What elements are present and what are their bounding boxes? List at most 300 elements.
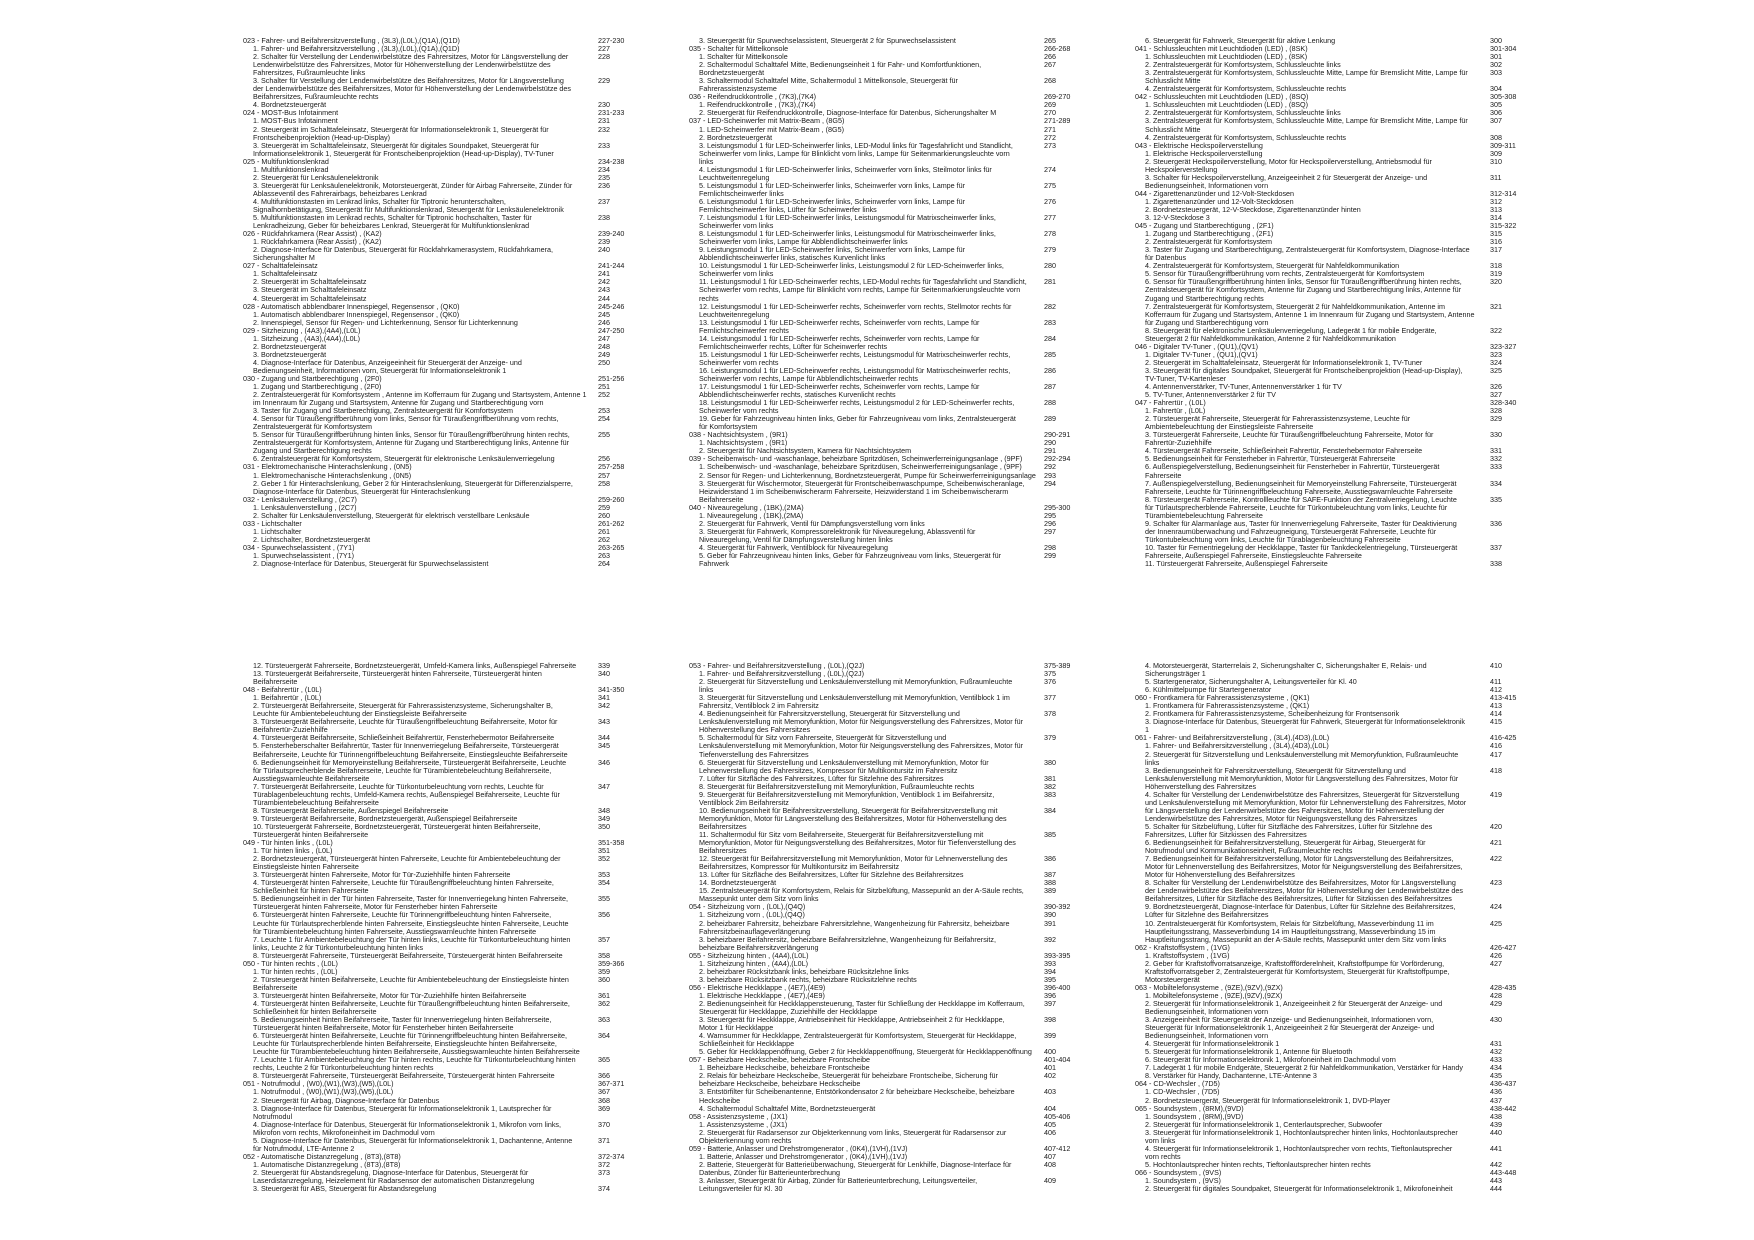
toc-entry-text: 3. Steuergerät für Informationselektronik 1, Hochtonlautsprecher hinten links, Hochtonlautsprecher bbox=[1145, 1128, 1458, 1137]
toc-page-number: 426 bbox=[1490, 950, 1502, 960]
toc-entry-text: Schlusslicht Mitte bbox=[1145, 77, 1201, 86]
toc-entry-text: Einstiegsleiste hinten Fahrerseite bbox=[253, 863, 359, 872]
toc-page-number: 379 bbox=[1044, 733, 1056, 743]
toc-entry-text: Fahrersitzes, Fußraumleuchte links bbox=[253, 69, 366, 78]
toc-subentry bbox=[1135, 150, 1675, 158]
toc-entry-text: Niveauregelung, Ventil für Dämpfungsverstellung hinten links bbox=[699, 535, 893, 544]
toc-entry-text: Notrufmodul bbox=[253, 1112, 293, 1121]
toc-entry-text: 4. Steuergerät im Schalttafeleinsatz bbox=[253, 294, 367, 303]
toc-page-number: 391 bbox=[1044, 918, 1056, 928]
toc-entry-text: 5. Hochtonlautsprecher hinten rechts, Tieftonlautsprecher hinten rechts bbox=[1145, 1160, 1371, 1169]
toc-entry-text: 4. Zentralsteuergerät für Komfortsystem, Steuergerät für Nahfeldkommunikation bbox=[1145, 262, 1400, 271]
toc-entry-text: 058 - Assistenzsysteme , (JX1) bbox=[689, 1112, 788, 1121]
toc-subentry bbox=[1135, 1040, 1675, 1048]
toc-subentry bbox=[1135, 887, 1675, 895]
toc-entry-text: 054 - Sitzheizung vorn , (L0L),(Q4Q) bbox=[689, 903, 806, 912]
toc-page-number: 231 bbox=[598, 116, 610, 126]
toc-page-number: 246 bbox=[598, 317, 610, 327]
toc-entry-text: Lüfter für Sitzlehne des Beifahrersitzes bbox=[1145, 911, 1269, 920]
toc-subentry bbox=[1135, 61, 1675, 69]
toc-page-number: 308 bbox=[1490, 132, 1502, 142]
toc-entry-text: 8. Türsteuergerät Fahrerseite, Türsteuergerät Beifahrerseite, Türsteuergerät hinten Beifahrerseite bbox=[253, 951, 563, 960]
toc-subentry bbox=[1135, 968, 1675, 976]
toc-page-number: 290-291 bbox=[1044, 430, 1071, 440]
toc-page-number: 344 bbox=[598, 733, 610, 743]
toc-entry-text: Lehnenverstellung des Fahrersitzes, Kompressor für Multikontursitz im Fahrersitz bbox=[699, 766, 958, 775]
toc-entry-text: 051 - Notrufmodul , (W0),(W1),(W3),(W5),(L0L) bbox=[243, 1080, 394, 1089]
toc-subentry bbox=[1135, 783, 1675, 791]
toc-entry-text: 2. Bordnetzsteuergerät, Türsteuergerät hinten Fahrerseite, Leuchte für Ambientebeleuchtung der bbox=[253, 855, 561, 864]
toc-page-number: 432 bbox=[1490, 1047, 1502, 1057]
toc-page-number: 390-392 bbox=[1044, 902, 1071, 912]
toc-entry-text: 1. Notrufmodul , (W0),(W1),(W3),(W5),(L0L) bbox=[253, 1088, 394, 1097]
toc-entry-text: 7. Außenspiegelverstellung, Bedienungseinheit für Memoryeinstellung Fahrerseite, Türsteuergerät bbox=[1145, 479, 1457, 488]
toc-page-number: 306 bbox=[1490, 108, 1502, 118]
toc-page-number: 311 bbox=[1490, 172, 1502, 182]
toc-subentry bbox=[1135, 815, 1675, 823]
toc-page-number: 442 bbox=[1490, 1159, 1502, 1169]
toc-entry-text: 14. Leistungsmodul 1 für LED-Scheinwerfer rechts, Scheinwerfer vorn rechts, Lampe für bbox=[699, 334, 980, 343]
toc-page-number: 328 bbox=[1490, 406, 1502, 416]
toc-entry-text: 2. beheizbarer Fahrersitz, beheizbare Fahrersitzlehne, Wangenheizung für Fahrersitz, beheizbare bbox=[699, 919, 1010, 928]
toc-page-number: 294 bbox=[1044, 478, 1056, 488]
toc-page-number: 400 bbox=[1044, 1047, 1056, 1057]
toc-subentry bbox=[1135, 198, 1675, 206]
toc-entry-text: 8. Türsteuergerät Fahrerseite, Kontrollleuchte für SAFE-Funktion der Zentralverriegelung, Leuchte bbox=[1145, 495, 1457, 504]
toc-entry-text: 030 - Zugang und Startberechtigung , (2F0) bbox=[243, 374, 382, 383]
toc-entry-text: 2. Steuergerät für digitales Soundpaket, Steuergerät für Informationselektronik 1, Mikrofoneinheit bbox=[1145, 1185, 1453, 1194]
toc-entry-text: 8. Türsteuergerät Beifahrerseite, Außenspiegel Beifahrerseite bbox=[253, 806, 449, 815]
toc-entry-text: Scheinwerfer vorn rechts bbox=[699, 407, 779, 416]
toc-subentry bbox=[1135, 1097, 1675, 1105]
toc-entry-text: für Längsverstellung der Lendenwirbelstütze des Fahrersitzes, Motor für Höhenverstellung der bbox=[1145, 806, 1445, 815]
toc-entry-text: 3. Steuergerät für digitales Soundpaket, Steuergerät für Frontscheibenprojektion (Head-up-Display), bbox=[1145, 366, 1463, 375]
toc-subentry bbox=[1135, 504, 1675, 512]
toc-entry-text: 13. Leistungsmodul 1 für LED-Scheinwerfer rechts, Scheinwerfer vorn rechts, Lampe für bbox=[699, 318, 980, 327]
toc-entry-text: 6. Türsteuergerät hinten Beifahrerseite, Leuchte für Türinnengriffbeleuchtung hinten Beifahrerseite, bbox=[253, 1032, 568, 1041]
toc-entry-text: 1. Batterie, Anlasser und Drehstromgenerator , (0K4),(1VH),(1VJ) bbox=[699, 1152, 908, 1161]
toc-page-number: 235 bbox=[598, 172, 610, 182]
toc-entry-text: 037 - LED-Scheinwerfer mit Matrix-Beam , (8G5) bbox=[689, 117, 845, 126]
toc-entry-text: 5. Diagnose-Interface für Datenbus, Steuergerät für Informationselektronik 1, Dachantenne, Antenne bbox=[253, 1136, 573, 1145]
toc-subentry bbox=[1135, 439, 1675, 447]
toc-page-number: 411 bbox=[1490, 677, 1502, 687]
toc-page-number: 376 bbox=[1044, 677, 1056, 687]
toc-entry-text: 14. Bordnetzsteuergerät bbox=[699, 879, 777, 888]
toc-entry-text: Notrufmodul und Kommunikationseinheit, Fußraumleuchte rechts bbox=[1145, 847, 1353, 856]
toc-page-number: 299 bbox=[1044, 551, 1056, 560]
toc-entry-text: der Lendenwirbelstütze des Beifahrersitzes, Motor für Höhenverstellung der Lendenwirbelstütze des bbox=[1145, 887, 1464, 896]
toc-page-number: 385 bbox=[1044, 829, 1056, 839]
toc-entry-text: Zentralsteuergerät für Komfortsystem, Antenne für Zugang und Startberechtigung links, Antenne für bbox=[1145, 286, 1462, 295]
toc-page-number: 394 bbox=[1044, 966, 1056, 976]
toc-page-number: 434 bbox=[1490, 1063, 1502, 1073]
toc-entry-text: 2. Steuergerät für Sitzverstellung und Lenksäulenverstellung mit Memoryfunktion, Fußraumleuchte bbox=[1145, 750, 1459, 759]
toc-entry-text: Beifahrerseite bbox=[699, 495, 744, 504]
toc-subentry bbox=[1135, 536, 1675, 544]
toc-entry-text: 1. CD-Wechsler , (7D5) bbox=[1145, 1088, 1220, 1097]
toc-page-number: 286 bbox=[1044, 365, 1056, 375]
toc-subentry bbox=[1135, 807, 1675, 815]
toc-entry-text: 2. Steuergerät für Lenksäulenelektronik bbox=[253, 173, 379, 182]
toc-entry-text: 4. Sensor für Türaußengriffberührung vorn links, Sensor für Türaußengriffberührung vorn rechts, bbox=[253, 415, 559, 424]
toc-entry-text: 11. Schaltermodul für Sitz vorn Beifahrerseite, Steuergerät für Beifahrersitzverstellung mit bbox=[699, 830, 984, 839]
toc-entry-text: 3. Türsteuergerät Fahrerseite, Leuchte für Türaußengriffbeleuchtung Fahrerseite, Motor für bbox=[1145, 431, 1434, 440]
toc-entry-text: Abblendlichtscheinwerfer links, statisches Kurvenlicht links bbox=[699, 254, 886, 263]
toc-page-number: 390 bbox=[1044, 910, 1056, 920]
toc-page-number: 273 bbox=[1044, 140, 1056, 150]
toc-page-number: 282 bbox=[1044, 301, 1056, 311]
toc-page-number: 373 bbox=[598, 1167, 610, 1177]
toc-entry-text: 2. Zentralsteuergerät für Komfortsystem bbox=[1145, 238, 1273, 247]
toc-page-number: 252 bbox=[598, 390, 610, 400]
toc-page-number: 250 bbox=[598, 357, 610, 367]
toc-entry-text: 9. Schalter für Alarmanlage aus, Taster für Innenverriegelung Fahrerseite, Taster für Deaktivierung bbox=[1145, 519, 1457, 528]
toc-entry-text: 2. Steuergerät für Reifendruckkontrolle, Diagnose-Interface für Datenbus, Sicherungshalter M bbox=[699, 109, 997, 118]
toc-page-number: 416 bbox=[1490, 741, 1502, 751]
toc-subentry bbox=[1135, 431, 1675, 439]
toc-entry-text: 1. Reifendruckkontrolle , (7K3),(7K4) bbox=[699, 101, 816, 110]
toc-subentry bbox=[1135, 742, 1675, 750]
toc-entry-text: 059 - Batterie, Anlasser und Drehstromgenerator , (0K4),(1VH),(1VJ) bbox=[689, 1144, 908, 1153]
toc-entry-text: 6. Steuergerät für Sitzverstellung und Lenksäulenverstellung mit Memoryfunktion, Motor für bbox=[699, 758, 989, 767]
toc-entry-text: 1. Tür hinten links , (L0L) bbox=[253, 847, 333, 856]
toc-entry-text: 3. Schalter für Heckspoilerverstellung, Anzeigeeinheit 2 für Steuergerät der Anzeige- und bbox=[1145, 173, 1428, 182]
toc-entry-text: Lenksäulenverstellung mit Memoryfunktion, Motor für Neigungsverstellung des Fahrersitzes, Motor für bbox=[699, 718, 1023, 727]
toc-subentry bbox=[1135, 455, 1675, 463]
toc-entry-text: 1. Elektrische Heckspoilerverstellung bbox=[1145, 149, 1263, 158]
toc-entry-text: 027 - Schalttafeleinsatz bbox=[243, 262, 318, 271]
toc-entry-text: 3. Steuergerät für Wischermotor, Steuergerät für Frontscheibenwaschpumpe, Scheibenwischeranlage, bbox=[699, 479, 1025, 488]
toc-entry-text: 4. Türsteuergerät hinten Beifahrerseite, Leuchte für Türaußengriffbeleuchtung hinten Beifahrerseite, bbox=[253, 999, 570, 1008]
toc-subentry bbox=[1135, 278, 1675, 286]
toc-entry-text: 9. Türsteuergerät Beifahrerseite, Bordnetzsteuergerät, Außenspiegel Beifahrerseite bbox=[253, 814, 518, 823]
toc-page-number: 313 bbox=[1490, 204, 1502, 214]
toc-entry-text: 7. Leistungsmodul 1 für LED-Scheinwerfer links, Leistungsmodul für Matrixscheinwerfer links, bbox=[699, 214, 996, 223]
toc-subentry bbox=[1135, 1145, 1675, 1153]
toc-page-number: 287 bbox=[1044, 382, 1056, 392]
toc-entry-text: 056 - Elektrische Heckklappe , (4E7),(4E9) bbox=[689, 983, 826, 992]
toc-subentry bbox=[1135, 134, 1675, 142]
toc-page-number: 266-268 bbox=[1044, 44, 1071, 54]
toc-entry-text: 6. Kühlmittelpumpe für Startergenerator bbox=[1145, 686, 1272, 695]
toc-subentry bbox=[1135, 920, 1675, 928]
toc-page-number: 375-389 bbox=[1044, 661, 1071, 670]
toc-entry-text: Fahrersitz, Ventilblock 2 im Fahrersitz bbox=[699, 702, 819, 711]
toc-entry-text: Lendenwirbelstütze des Fahrersitzes, Motor für Höhenverstellung der Lendenwirbelstütze des bbox=[253, 61, 551, 70]
toc-entry-text: 7. Bedienungseinheit für Beifahrersitzverstellung, Motor für Längsverstellung des Beifahrersitzes, bbox=[1145, 855, 1454, 864]
toc-entry-text: 2. Steuergerät im Schalttafeleinsatz, Steuergerät für Informationselektronik 1, Steuergerät für bbox=[253, 125, 549, 134]
toc-subentry bbox=[1135, 1064, 1675, 1072]
toc-page-number: 288 bbox=[1044, 398, 1056, 408]
toc-entry-text: Sicherungsträger 1 bbox=[1145, 670, 1206, 679]
toc-entry-text: Mikrofon vorn rechts, Mikrofoneinheit im Dachmodul vorn bbox=[253, 1128, 435, 1137]
toc-entry-text: Fahrerseite, Außenspiegel Fahrerseite, Einstiegsleuchte Fahrerseite bbox=[1145, 552, 1362, 560]
toc-entry-text: 1. Schalter für Mittelkonsole bbox=[699, 53, 788, 62]
toc-entry-text: 17. Leistungsmodul 1 für LED-Scheinwerfer rechts, Scheinwerfer vorn rechts, Lampe für bbox=[699, 383, 980, 392]
toc-entry-text: 1 bbox=[1145, 726, 1149, 735]
toc-page-number: 320 bbox=[1490, 277, 1502, 287]
toc-entry-text: 3. Entstörfilter für Scheibenantenne, Entstörkondensator 2 für beheizbare Heckscheibe, beheizbare bbox=[699, 1088, 1015, 1097]
toc-entry-text: 066 - Soundsystem , (9VS) bbox=[1135, 1168, 1222, 1177]
toc-section-heading bbox=[1135, 93, 1675, 101]
toc-page-number: 351-358 bbox=[598, 838, 625, 848]
toc-entry-text: für Datenbus bbox=[1145, 254, 1187, 263]
toc-page-number: 247-250 bbox=[598, 325, 625, 335]
toc-entry-text: 2. Lichtschalter, Bordnetzsteuergerät bbox=[253, 535, 371, 544]
toc-page-number: 276 bbox=[1044, 196, 1056, 206]
toc-entry-text: 042 - Schlussleuchten mit Leuchtdioden (LED) , (8SQ) bbox=[1135, 93, 1309, 102]
toc-page-number: 359-366 bbox=[598, 958, 625, 968]
toc-entry-text: 050 - Tür hinten rechts , (L0L) bbox=[243, 959, 338, 968]
toc-subentry bbox=[1135, 1000, 1675, 1008]
toc-entry-text: Beifahrerseite bbox=[253, 983, 298, 992]
toc-entry-text: 2. Steuergerät Heckspoilerverstellung, Motor für Heckspoilerverstellung, Antriebsmodul für bbox=[1145, 157, 1432, 166]
toc-page-number: 387 bbox=[1044, 870, 1056, 880]
toc-subentry bbox=[1135, 53, 1675, 61]
toc-page-number: 414 bbox=[1490, 709, 1502, 719]
toc-entry-text: Fahrerassistenzsysteme bbox=[699, 85, 777, 94]
toc-subentry bbox=[1135, 528, 1675, 536]
toc-entry-text: 1. Mobiltelefonsysteme , (9ZE),(9ZV),(9ZX) bbox=[1145, 991, 1283, 1000]
toc-entry-text: Bordnetzsteuergerät bbox=[699, 69, 765, 78]
toc-entry-text: 1. Fahrertür , (L0L) bbox=[1145, 407, 1206, 416]
toc-entry-text: Leuchtweitenregelung bbox=[699, 310, 770, 319]
toc-entry-text: Zentralsteuergerät für Komfortsystem, Antenne für Zugang und Startberechtigung links, Antenne für bbox=[253, 439, 570, 448]
toc-entry-text: Scheinwerfer vorn rechts, Lampe für Abblendlichtscheinwerfer rechts bbox=[699, 374, 918, 383]
toc-page-number: 367-371 bbox=[598, 1079, 625, 1089]
toc-entry-text: 026 - Rückfahrkamera (Rear Assist) , (KA2) bbox=[243, 230, 382, 239]
toc-page-number: 413 bbox=[1490, 701, 1502, 711]
toc-page-number: 260 bbox=[598, 510, 610, 520]
toc-entry-text: 049 - Tür hinten links , (L0L) bbox=[243, 839, 333, 848]
toc-entry-text: 063 - Mobiltelefonsysteme , (9ZE),(9ZV),(9ZX) bbox=[1135, 983, 1283, 992]
toc-page-number: 326 bbox=[1490, 382, 1502, 392]
toc-page-number: 278 bbox=[1044, 229, 1056, 239]
toc-subentry bbox=[1135, 1016, 1675, 1024]
toc-page-number: 317 bbox=[1490, 245, 1502, 255]
toc-page-number: 271 bbox=[1044, 124, 1056, 134]
toc-subentry bbox=[1135, 423, 1675, 431]
toc-entry-text: 3. Steuergerät für Lenksäulenelektronik, Motorsteuergerät, Zünder für Airbag Fahrerseite, Zünder für bbox=[253, 181, 573, 190]
toc-entry-text: 043 - Elektrische Heckspoilerverstellung bbox=[1135, 141, 1263, 150]
toc-entry-text: 6. Leistungsmodul 1 für LED-Scheinwerfer links, Scheinwerfer vorn links, Lampe für bbox=[699, 197, 966, 206]
toc-entry-text: 2. Steuergerät für Airbag, Diagnose-Interface für Datenbus bbox=[253, 1096, 440, 1105]
toc-page-number: 291 bbox=[1044, 446, 1056, 456]
toc-page-number: 354 bbox=[598, 878, 610, 888]
toc-entry-text: 3. Steuergerät für Fahrwerk, Kompressorelektronik für Niveauregelung, Ablassventil für bbox=[699, 527, 976, 536]
toc-entry-text: 3. Anlasser, Steuergerät für Airbag, Zünder für Batterieunterbrechung, Leitungsverteiler, bbox=[699, 1177, 978, 1185]
toc-page-number: 370 bbox=[598, 1119, 610, 1129]
toc-entry-text: 1. Sitzheizung vorn , (L0L),(Q4Q) bbox=[699, 911, 805, 920]
toc-entry-text: 1. Spurwechselassistent , (7Y1) bbox=[253, 552, 355, 560]
toc-subentry bbox=[1135, 85, 1675, 93]
toc-page-number: 295 bbox=[1044, 510, 1056, 520]
toc-subentry bbox=[1135, 911, 1675, 919]
toc-entry-text: Lenksäulenverstellung mit Memoryfunktion, Motor für Neigungsverstellung des Fahrersitzes, Motor für bbox=[699, 742, 1023, 751]
toc-page-number: 248 bbox=[598, 341, 610, 351]
toc-page-number: 389 bbox=[1044, 886, 1056, 896]
toc-page-number: 360 bbox=[598, 974, 610, 984]
toc-entry-text: links bbox=[699, 686, 714, 695]
toc-page-number: 355 bbox=[598, 894, 610, 904]
toc-entry-text: für Türlautsprecherblende Beifahrerseite, Leuchte für Türambientebeleuchtung Beifahrerseite, bbox=[253, 766, 552, 775]
toc-page-number: 425 bbox=[1490, 918, 1502, 928]
toc-entry-text: 3. Anzeigeeinheit für Steuergerät der Anzeige- und Bedienungseinheit, Informationen vorn, bbox=[1145, 1016, 1434, 1025]
toc-entry-text: 10. Zentralsteuergerät für Komfortsystem, Relais für Sitzbelüftung, Masseverbindung 11 im bbox=[1145, 919, 1434, 928]
toc-entry-text: Leuchte für Ambientebeleuchtung der Einstiegsleiste Beifahrerseite bbox=[253, 710, 467, 719]
toc-page-number: 329 bbox=[1490, 414, 1502, 424]
toc-entry-text: Schließeinheit für hinten Beifahrerseite bbox=[253, 1008, 377, 1017]
toc-subentry bbox=[1135, 928, 1675, 936]
toc-page-number: 374 bbox=[598, 1184, 610, 1194]
toc-page-number: 319 bbox=[1490, 269, 1502, 279]
toc-entry-text: 034 - Spurwechselassistent , (7Y1) bbox=[243, 543, 355, 552]
toc-entry-text: 9. Steuergerät für Beifahrersitzverstellung mit Memoryfunktion, Ventilblock 1 im Beifahrersitz, bbox=[699, 790, 995, 799]
toc-page-number: 268 bbox=[1044, 76, 1056, 86]
toc-subentry bbox=[1135, 992, 1675, 1000]
toc-page-number: 401-404 bbox=[1044, 1055, 1071, 1065]
toc-page-number: 337 bbox=[1490, 542, 1502, 552]
toc-page-number: 289 bbox=[1044, 414, 1056, 424]
toc-entry-text: Fahrersitzes, Lüfter für Sitzkissen des Fahrersitzes bbox=[1145, 830, 1307, 839]
toc-entry-text: im Innenraum für Zugang und Startsystem, Antenne für Zugang und Startberechtigung vorn bbox=[253, 399, 544, 408]
toc-subentry bbox=[1135, 976, 1675, 984]
toc-page-number: 359 bbox=[598, 966, 610, 976]
toc-subentry bbox=[1135, 1185, 1675, 1193]
toc-page-number: 346 bbox=[598, 757, 610, 767]
toc-entry-text: 2. Bordnetzsteuergerät, 12-V-Steckdose, Zigarettenanzünder hinten bbox=[1145, 205, 1361, 214]
toc-entry-text: Höhenverstellung des Fahrersitzes bbox=[699, 726, 811, 735]
toc-page-number: 312 bbox=[1490, 196, 1502, 206]
toc-entry-text: 11. Türsteuergerät Fahrerseite, Außenspiegel Fahrerseite bbox=[1145, 560, 1328, 569]
toc-page-number: 392 bbox=[1044, 934, 1056, 944]
toc-subentry bbox=[1135, 286, 1675, 294]
toc-subentry bbox=[1135, 759, 1675, 767]
toc-subentry bbox=[1135, 246, 1675, 254]
toc-entry-text: 4. Schaltermodul Schalttafel Mitte, Bordnetzsteuergerät bbox=[699, 1104, 876, 1113]
toc-page-number: 254 bbox=[598, 414, 610, 424]
toc-entry-text: Massepunkt unter dem Sitz vorn links bbox=[699, 895, 819, 904]
toc-entry-text: 041 - Schlussleuchten mit Leuchtdioden (LED) , (8SK) bbox=[1135, 45, 1308, 54]
toc-section-heading bbox=[1135, 142, 1675, 150]
toc-page-number: 384 bbox=[1044, 805, 1056, 815]
toc-entry-text: 6. Bedienungseinheit für Beifahrersitzverstellung, Steuergerät für Airbag, Steuergerät für bbox=[1145, 839, 1426, 848]
toc-page-number: 367 bbox=[598, 1087, 610, 1097]
toc-page-number: 292-294 bbox=[1044, 454, 1071, 464]
toc-entry-text: 4. Diagnose-Interface für Datenbus, Steuergerät für Informationselektronik 1, Mikrofon vorn links, bbox=[253, 1120, 562, 1129]
toc-entry-text: 18. Leistungsmodul 1 für LED-Scheinwerfer rechts, Leistungsmodul 2 für LED-Scheinwerfer rechts, bbox=[699, 399, 1015, 408]
toc-entry-text: Hauptleitungsstrang, Massepunkt an der A-Säule rechts, Massepunkt unter dem Sitz vorn links bbox=[1145, 935, 1447, 944]
toc-subentry bbox=[1135, 686, 1675, 694]
toc-subentry bbox=[1135, 751, 1675, 759]
toc-entry-text: 2. Steuergerät für Fahrwerk, Ventil für Dämpfungsverstellung vorn links bbox=[699, 519, 925, 528]
toc-entry-text: 4. Türsteuergerät hinten Fahrerseite, Leuchte für Türaußengriffbeleuchtung hinten Fahrerseite, bbox=[253, 879, 554, 888]
toc-page-number: 341-350 bbox=[598, 685, 625, 695]
toc-entry-text: 6. Bedienungseinheit für Memoryeinstellung Beifahrerseite, Türsteuergerät Beifahrerseite, Leuchte bbox=[253, 758, 567, 767]
toc-subentry bbox=[1135, 960, 1675, 968]
toc-subentry bbox=[1135, 206, 1675, 214]
toc-entry-text: 1. Fahrer- und Beifahrersitzverstellung , (L0L),(Q2J) bbox=[699, 670, 864, 679]
toc-entry-text: Kofferraum für Zugang und Startsystem, Antenne 1 im Innenraum für Zugang und Startsystem, Antenne bbox=[1145, 310, 1475, 319]
toc-page-number: 431 bbox=[1490, 1039, 1502, 1049]
toc-subentry bbox=[1135, 879, 1675, 887]
toc-entry-text: 3. Steuergerät für ABS, Steuergerät für Abstandsregelung bbox=[253, 1185, 437, 1194]
toc-entry-text: Datenbus, Zünder für Batterieunterbrechung bbox=[699, 1168, 841, 1177]
toc-entry-text: 1. Soundsystem , (8RM),(9VD) bbox=[1145, 1112, 1244, 1121]
toc-subentry bbox=[1135, 262, 1675, 270]
toc-entry-text: 1. Beifahrertür , (L0L) bbox=[253, 694, 322, 703]
toc-page-number: 257-258 bbox=[598, 462, 625, 472]
toc-entry-text: 047 - Fahrertür , (L0L) bbox=[1135, 399, 1206, 408]
toc-entry-text: Leuchte für Türlautsprecherblende hinten Fahrerseite, Einstiegsleuchte hinten Fahrerseite, Leuchte bbox=[253, 919, 569, 928]
toc-page-number: 395 bbox=[1044, 974, 1056, 984]
toc-subentry bbox=[1135, 670, 1675, 678]
toc-page-number: 325 bbox=[1490, 365, 1502, 375]
toc-page-number: 421 bbox=[1490, 838, 1502, 848]
toc-entry-text: 6. Außenspiegelverstellung, Bedienungseinheit für Fensterheber in Fahrertür, Türsteuergerät bbox=[1145, 463, 1440, 472]
toc-entry-text: 040 - Niveauregelung , (1BK),(2MA) bbox=[689, 503, 804, 512]
toc-page-number: 272 bbox=[1044, 132, 1056, 142]
toc-page-number: 396-400 bbox=[1044, 982, 1071, 992]
toc-entry-text: 1. Niveauregelung , (1BK),(2MA) bbox=[699, 511, 804, 520]
toc-entry-text: Memoryfunktion, Motor für Längsverstellung des Beifahrersitzes, Motor für Höhenverstellung des bbox=[699, 814, 1007, 823]
toc-subentry bbox=[1135, 496, 1675, 504]
toc-page-number: 365 bbox=[598, 1055, 610, 1065]
toc-page-number: 269-270 bbox=[1044, 92, 1071, 102]
toc-entry-text: 1. Schlussleuchten mit Leuchtdioden (LED) , (8SQ) bbox=[1145, 101, 1308, 110]
toc-subentry bbox=[1135, 1113, 1675, 1121]
toc-entry-text: 2. Steuergerät für Informationselektronik 1, Anzeigeeinheit 2 für Steuergerät der Anzeige- und bbox=[1145, 999, 1443, 1008]
toc-page-number: 234-238 bbox=[598, 156, 625, 166]
toc-page-number: 290 bbox=[1044, 438, 1056, 448]
toc-entry-text: 2. Zentralsteuergerät für Komfortsystem , Antenne im Kofferraum für Zugang und Startsystem, Antenne 1 bbox=[253, 391, 587, 400]
toc-page-number: 307 bbox=[1490, 116, 1502, 126]
toc-subentry bbox=[1135, 488, 1675, 496]
toc-page-number: 292 bbox=[1044, 462, 1056, 472]
toc-page-number: 279 bbox=[1044, 245, 1056, 255]
toc-page-number: 232 bbox=[598, 124, 610, 134]
toc-entry-text: 1. MOST-Bus Infotainment bbox=[253, 117, 338, 126]
toc-entry-text: 5. Geber für Heckklappenöffnung, Geber 2 für Heckklappenöffnung, Steuergerät für Heckklappenöffnung bbox=[699, 1048, 1032, 1057]
toc-column-6 bbox=[1135, 662, 1675, 1193]
toc-page-number: 341 bbox=[598, 693, 610, 703]
toc-entry-text: 2. Bedienungseinheit für Heckklappensteuerung, Taster für Schließung der Heckklappe im Kofferraum, bbox=[699, 999, 1025, 1008]
toc-entry-text: Laserdistanzregelung, Heizelement für Radarsensor der automatischen Distanzregelung bbox=[253, 1177, 535, 1185]
toc-entry-text: 3. Steuergerät für Spurwechselassistent, Steuergerät 2 für Spurwechselassistent bbox=[699, 37, 956, 45]
toc-page-number: 237 bbox=[598, 196, 610, 206]
toc-subentry bbox=[1135, 839, 1675, 847]
toc-entry-text: Steuergerät für Informationselektronik 1, Anzeigeeinheit 2 für Steuergerät der Anzeige- und bbox=[1145, 1024, 1435, 1033]
toc-subentry bbox=[1135, 230, 1675, 238]
toc-entry-text: Leitungsverteiler für Kl. 30 bbox=[699, 1185, 783, 1194]
toc-subentry bbox=[1135, 391, 1675, 399]
toc-subentry bbox=[1135, 560, 1675, 568]
toc-entry-text: 1. Zigarettenanzünder und 12-Volt-Steckdosen bbox=[1145, 197, 1294, 206]
toc-page-number: 424 bbox=[1490, 902, 1502, 912]
toc-subentry bbox=[1135, 710, 1675, 718]
toc-entry-text: Beifahrersitzes, Kompressor für Multikontursitz im Beifahrersitz bbox=[699, 863, 900, 872]
toc-page-number: 435 bbox=[1490, 1071, 1502, 1081]
toc-page-number: 418 bbox=[1490, 765, 1502, 775]
toc-entry-text: 5. TV-Tuner, Antennenverstärker 2 für TV bbox=[1145, 391, 1276, 400]
toc-entry-text: Motorsteuergerät bbox=[1145, 975, 1200, 984]
toc-page-number: 343 bbox=[598, 717, 610, 727]
toc-entry-text: 1. Automatisch abblendbarer Innenspiegel, Regensensor , (QK0) bbox=[253, 310, 460, 319]
toc-subentry bbox=[1135, 270, 1675, 278]
toc-page-number: 293 bbox=[1044, 470, 1056, 480]
toc-page-number: 281 bbox=[1044, 277, 1056, 287]
